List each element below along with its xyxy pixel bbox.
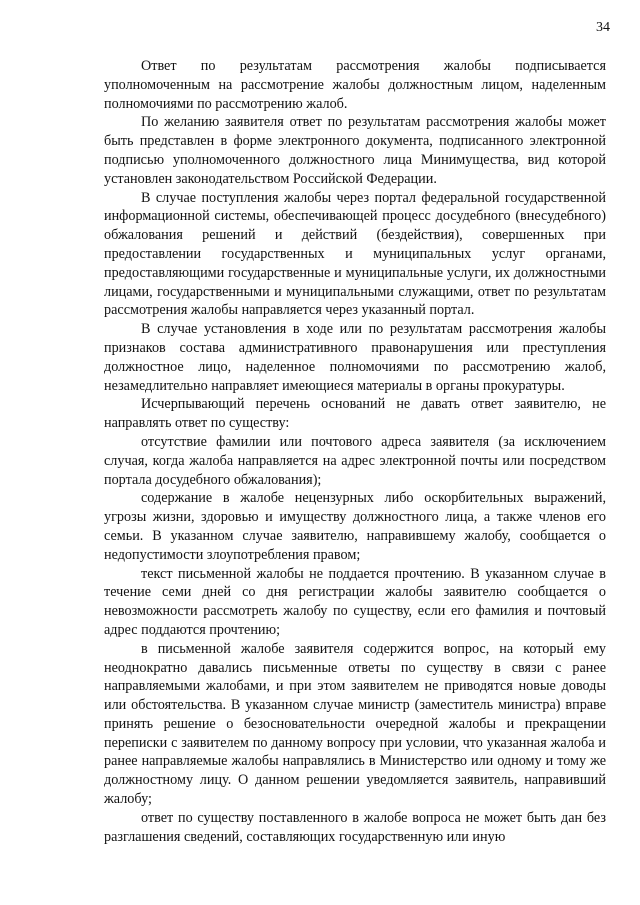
list-item-unreadable-text: текст письменной жалобы не поддается прочтению. В указанном случае в течение семи дней со дня регистрации жалобы заявителю сообщается о невозможности рассмотреть жалобу по существу, если его фамилия и почтовый адрес поддаются прочтению; [104, 565, 606, 638]
list-item-offensive-content: содержание в жалобе нецензурных либо оскорбительных выражений, угрозы жизни, здоровью и имуществу должностного лица, а также членов его семьи. В указанном случае заявителю, направившему жалобу, сообщается о недопустимости злоупотребления правом; [104, 490, 606, 563]
paragraph-prosecutor-referral: В случае установления в ходе или по результатам рассмотрения жалобы признаков состава административного правонарушения или преступления должностное лицо, наделенное полномочиями по рассмотрению жалоб, незамедлительно направляет имеющиеся материалы в органы прокуратуры. [104, 321, 606, 394]
document-body [104, 57, 606, 846]
list-item-no-name-or-address: отсутствие фамилии или почтового адреса заявителя (за исключением случая, когда жалоба направляется на адрес электронной почты или посредством портала досудебного обжалования); [104, 433, 606, 488]
paragraph-electronic-response: По желанию заявителя ответ по результатам рассмотрения жалобы может быть представлен в форме электронного документа, подписанного электронной подписью уполномоченного должностного лица Минимущества, вид которой установлен законодательством Российской Федерации. [104, 114, 606, 187]
list-item-state-secret: ответ по существу поставленного в жалобе вопроса не может быть дан без разглашения сведений, составляющих государственную или иную [104, 809, 606, 845]
list-item-repeated-question: в письменной жалобе заявителя содержится вопрос, на который ему неоднократно давались письменные ответы по существу в связи с ранее направляемыми жалобами, и при этом заявителем не приводятся новые доводы или обстоятельства. В указанном случае министр (заместитель министра) вправе принять решение о безосновательности очередной жалобы и прекращении переписки с заявителем по данному вопросу при условии, что указанная жалоба и ранее направляемые жалобы направлялись в Министерство или одному и тому же должностному лицу. О данном решении уведомляется заявитель, направивший жалобу; [104, 640, 606, 808]
page-number: 34 [596, 20, 610, 35]
paragraph-grounds-list-intro: Исчерпывающий перечень оснований не давать ответ заявителю, не направлять ответ по существу: [104, 396, 606, 432]
paragraph-response-signing: Ответ по результатам рассмотрения жалобы подписывается уполномоченным на рассмотрение жалобы должностным лицом, наделенным полномочиями по рассмотрению жалоб. [104, 58, 606, 112]
paragraph-portal-response: В случае поступления жалобы через портал федеральной государственной информационной системы, обеспечивающей процесс досудебного (внесудебного) обжалования решений и действий (бездействия), совершенных при предоставлении государственных и муниципальных услуг органами, предоставляющими государственные и муниципальные услуги, их должностными лицами, государственными и муниципальными служащими, ответ по результатам рассмотрения жалобы направляется через указанный портал. [104, 189, 606, 319]
